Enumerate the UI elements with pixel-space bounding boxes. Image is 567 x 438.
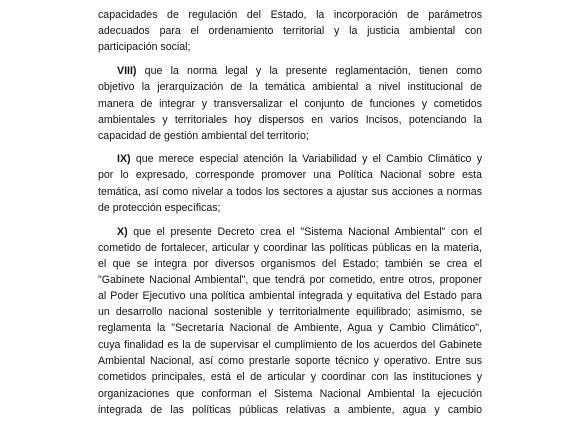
text-line: cometidos principales, está el de articular y coordinar con las instituciones y [98, 371, 482, 383]
text-line: temática, así como nivelar a todos los sectores a ajustar sus acciones a normas [98, 186, 482, 198]
text-line: integrada de las políticas públicas relativas a ambiente, agua y cambio [98, 404, 482, 416]
clause-text: que el presente Decreto crea el "Sistema Nacional Ambiental" con el [133, 226, 482, 238]
text-line: participación social; [98, 41, 191, 53]
clause-x-first-line [117, 225, 482, 240]
text-line: objetivo la jerarquización de la temática ambiental a nivel institucional de [98, 81, 482, 93]
text-line: capacidad de gestión ambiental del territorio; [98, 130, 309, 142]
clause-viii-first-line [117, 64, 482, 79]
text-line: ambientales y territoriales hoy dispersos en varios Incisos, potenciando la [98, 114, 482, 126]
clause-ix-first-line [117, 152, 482, 167]
text-line: capacidades de regulación del Estado, la incorporación de parámetros [98, 9, 482, 21]
clause-text: que la norma legal y la presente reglamentación, tienen como [144, 65, 482, 77]
text-line: por lo expresado, corresponde promover una Política Nacional sobre esta [98, 169, 482, 181]
text-line: Ambiental Nacional, así como prestarle soporte técnico y operativo. Entre sus [98, 355, 482, 367]
text-line: manera de integrar y transversalizar el conjunto de funciones y cometidos [98, 98, 482, 110]
text-line: reglamenta la "Secretaría Nacional de Ambiente, Agua y Cambio Climático", [98, 322, 482, 334]
clause-label: X) [117, 226, 128, 238]
text-line: organizaciones que conforman el Sistema Nacional Ambiental la ejecución [98, 388, 482, 400]
clause-label: IX) [117, 153, 131, 165]
text-line: de protección específicas; [98, 202, 221, 214]
clause-text: que merece especial atención la Variabilidad y el Cambio Climático y [135, 153, 482, 165]
text-line: cuya finalidad es la de supervisar el cumplimiento de los acuerdos del Gabinete [98, 339, 482, 351]
text-line: "Gabinete Nacional Ambiental", que tendrá por cometido, entre otros, proponer [98, 274, 482, 286]
clause-label: VIII) [117, 65, 137, 77]
text-line: un desarrollo nacional sostenible y territorialmente equilibrado; asimismo, se [98, 306, 482, 318]
text-line: el que se integra por diversos organismos del Estado; también se crea el [98, 258, 482, 270]
text-line: adecuados para el ordenamiento territorial y la justicia ambiental con [98, 25, 482, 37]
text-line: al Poder Ejecutivo una política ambiental integrada y equitativa del Estado para [98, 290, 482, 302]
text-line: cometido de fortalecer, articular y coordinar las políticas públicas en la materia, [98, 242, 482, 254]
